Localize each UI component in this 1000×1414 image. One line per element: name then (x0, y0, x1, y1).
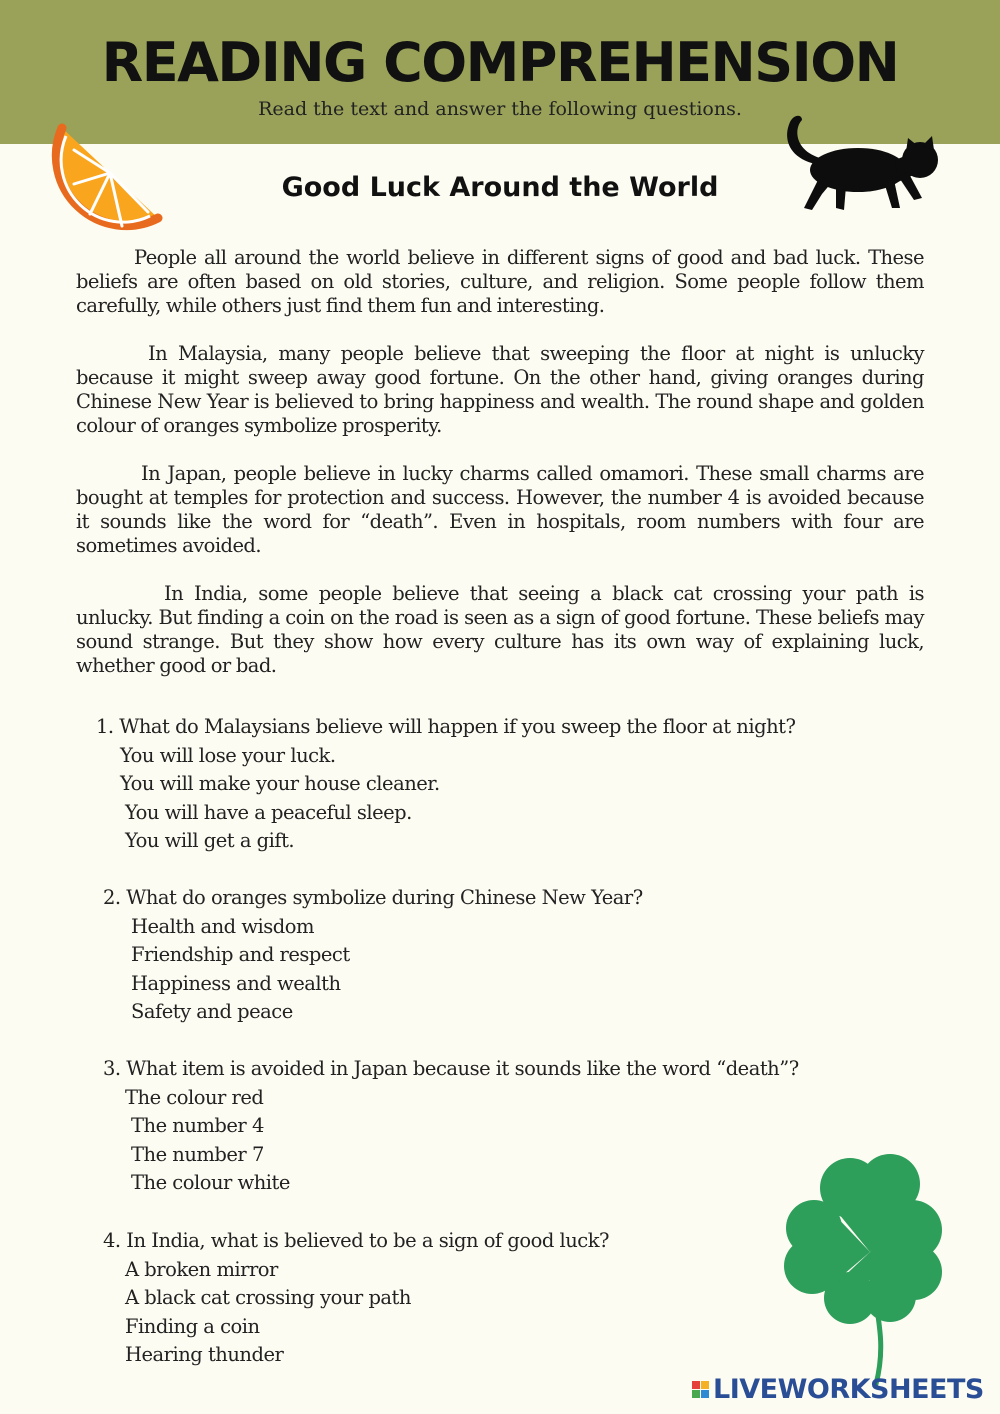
logo-mark (692, 1381, 709, 1398)
question-text: 2. What do oranges symbolize during Chinese New Year? (103, 886, 643, 909)
answer-option[interactable]: The colour red (125, 1085, 264, 1109)
answer-option[interactable]: Health and wisdom (131, 914, 315, 938)
answer-option[interactable]: Happiness and wealth (131, 971, 341, 995)
logo-text: LIVEWORKSHEETS (713, 1373, 984, 1405)
answer-option[interactable]: Friendship and respect (131, 943, 350, 967)
answer-option[interactable]: You will make your house cleaner. (120, 772, 440, 796)
question-2 (103, 884, 643, 1027)
answer-option[interactable]: The number 4 (131, 1114, 264, 1138)
logo-mark-square (692, 1390, 700, 1398)
answer-option[interactable]: Finding a coin (125, 1314, 260, 1338)
answer-option[interactable]: Safety and peace (131, 1000, 293, 1024)
logo-mark-square (701, 1381, 709, 1389)
answer-option[interactable]: A black cat crossing your path (125, 1286, 411, 1310)
answer-option[interactable]: The colour white (131, 1171, 290, 1195)
passage-paragraph: In India, some people believe that seeing a black cat crossing your path is unlucky. But finding a coin on the road is seen as a sign of good fortune. These beliefs may sound strange. But they show how every culture has its own way of explaining luck, whether good or bad. (76, 582, 924, 677)
answer-option[interactable]: You will lose your luck. (120, 743, 336, 767)
instructions-text: Read the text and answer the following questions. (258, 98, 742, 120)
question-3 (103, 1055, 799, 1198)
question-text: 1. What do Malaysians believe will happen if you sweep the floor at night? (96, 715, 796, 738)
answer-option[interactable]: Hearing thunder (125, 1343, 284, 1367)
answer-option[interactable]: The number 7 (131, 1142, 264, 1166)
page-title: READING COMPREHENSION (101, 31, 899, 94)
answer-option[interactable]: You will have a peaceful sleep. (125, 800, 412, 824)
liveworksheets-logo (692, 1374, 984, 1404)
four-leaf-clover-icon (778, 1148, 958, 1388)
question-text: 3. What item is avoided in Japan because it sounds like the word “death”? (103, 1057, 799, 1080)
question-4 (103, 1227, 609, 1370)
answer-option[interactable]: A broken mirror (125, 1257, 278, 1281)
question-text: 4. In India, what is believed to be a sign of good luck? (103, 1229, 609, 1252)
logo-mark-square (701, 1390, 709, 1398)
passage-paragraph: In Malaysia, many people believe that sweeping the floor at night is unlucky because it might sweep away good fortune. On the other hand, giving oranges during Chinese New Year is believed to bring happiness and wealth. The round shape and golden colour of oranges symbolize prosperity. (76, 342, 924, 437)
passage-paragraph: People all around the world believe in different signs of good and bad luck. These beliefs are often based on old stories, culture, and religion. Some people follow them carefully, while others just find them fun and interesting. (76, 246, 924, 317)
logo-mark-square (692, 1381, 700, 1389)
story-title: Good Luck Around the World (281, 172, 719, 203)
answer-option[interactable]: You will get a gift. (125, 829, 295, 853)
question-1 (96, 713, 795, 856)
passage-paragraph: In Japan, people believe in lucky charms called omamori. These small charms are bought at temples for protection and success. However, the number 4 is avoided because it sounds like the word for “death”. Even in hospitals, room numbers with four are sometimes avoided. (76, 462, 924, 557)
